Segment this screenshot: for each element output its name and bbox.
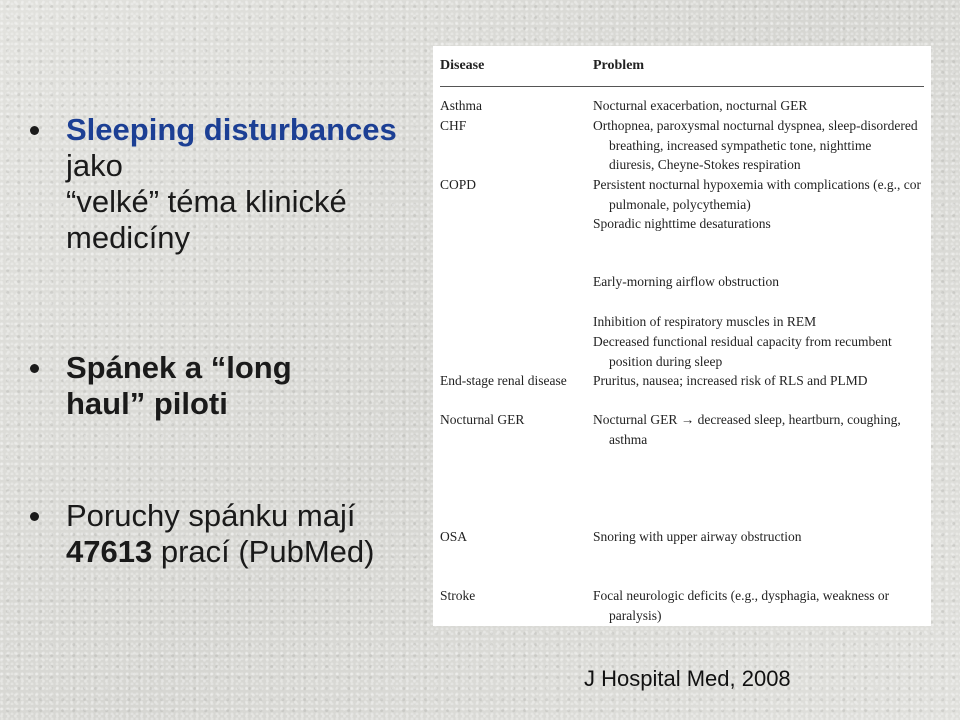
bullet-text: medicíny xyxy=(66,220,191,255)
bullet-dot-icon xyxy=(30,364,39,373)
bullet-text: prací (PubMed) xyxy=(152,534,375,569)
bullet-text: haul” piloti xyxy=(66,386,228,421)
bullet-item xyxy=(30,350,430,422)
table-cell-problem: Persistent nocturnal hypoxemia with complications (e.g., cor pulmonale, polycythemia) xyxy=(593,177,922,212)
table-cell-disease: End-stage renal disease xyxy=(440,373,567,388)
bullet-text: Spánek a “long xyxy=(66,350,292,385)
header-problem: Problem xyxy=(593,58,645,73)
bullet-text: “velké” téma klinické xyxy=(66,184,347,219)
table-cell-disease: OSA xyxy=(440,529,468,544)
header-divider xyxy=(440,86,924,87)
pubmed-count: 47613 xyxy=(66,534,153,569)
disease-problem-table xyxy=(433,46,931,626)
bullet-emphasis: Sleeping disturbances xyxy=(66,112,397,147)
table-cell-disease: COPD xyxy=(440,177,477,192)
table-cell-disease: CHF xyxy=(440,118,467,133)
table-cell-problem: Pruritus, nausea; increased risk of RLS and PLMD xyxy=(593,373,868,388)
table-cell-problem: Nocturnal GER → decreased sleep, heartburn, coughing, asthma xyxy=(593,412,901,447)
table-cell-problem: Focal neurologic deficits (e.g., dysphagia, weakness or paralysis) xyxy=(593,588,890,623)
bullet-item xyxy=(30,498,430,570)
table-cell-problem: Inhibition of respiratory muscles in REM xyxy=(593,314,817,329)
table-cell-problem: Orthopnea, paroxysmal nocturnal dyspnea, sleep-disordered breathing, increased sympathetic tone, nighttime diuresis, Cheyne-Stokes respiration xyxy=(593,118,918,172)
table-cell-problem: Early-morning airflow obstruction xyxy=(593,274,779,289)
header-disease: Disease xyxy=(440,58,485,73)
bullet-text: jako xyxy=(66,148,123,183)
bullet-item xyxy=(30,112,430,256)
table-cell-problem: Snoring with upper airway obstruction xyxy=(593,529,802,544)
table-cell-problem: Nocturnal exacerbation, nocturnal GER xyxy=(593,98,808,113)
citation: J Hospital Med, 2008 xyxy=(584,666,791,691)
table-cell-disease: Asthma xyxy=(440,98,482,113)
table-cell-disease: Stroke xyxy=(440,588,476,603)
table-cell-problem: Decreased functional residual capacity from recumbent position during sleep xyxy=(593,334,892,369)
bullet-dot-icon xyxy=(30,126,39,135)
bullet-text: Poruchy spánku mají xyxy=(66,498,356,533)
table-cell-problem: Sporadic nighttime desaturations xyxy=(593,216,771,231)
table-cell-disease: Nocturnal GER xyxy=(440,412,525,427)
bullet-dot-icon xyxy=(30,512,39,521)
